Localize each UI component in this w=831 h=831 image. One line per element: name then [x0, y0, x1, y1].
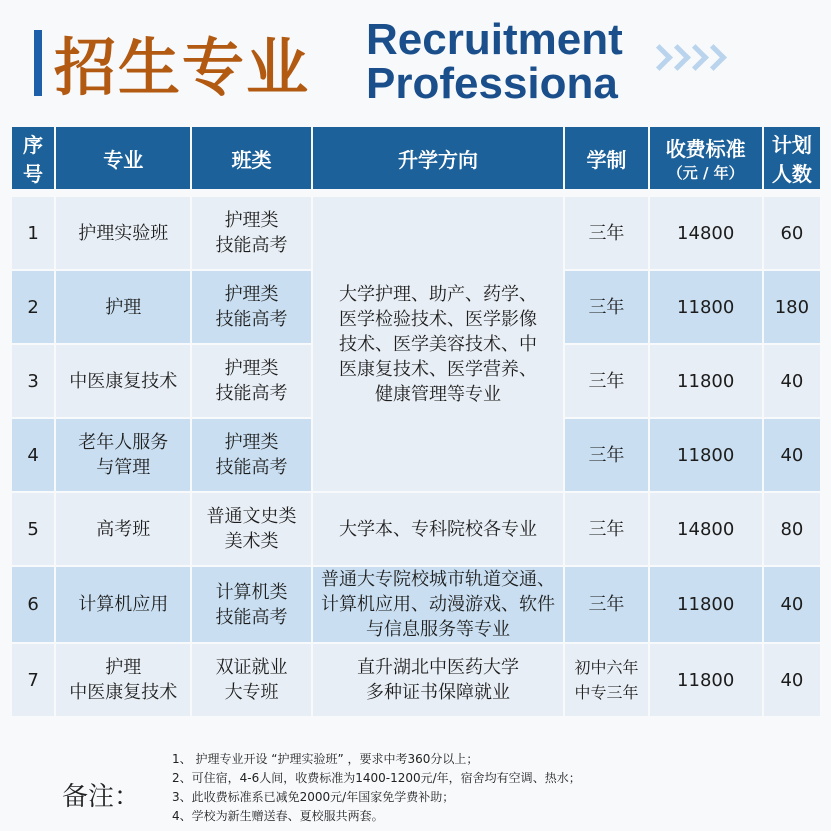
cell-line: 技能高考: [215, 606, 288, 628]
cell-direction: [313, 197, 564, 491]
cell-line: 中专三年: [574, 683, 639, 702]
cell-line: 双证就业: [215, 657, 288, 678]
notes-label: 备注：: [62, 782, 141, 812]
table-row: [12, 197, 820, 269]
cell-major: [56, 567, 190, 642]
cell-duration: [565, 493, 647, 565]
cell-line: 多种证书保障就业: [366, 682, 511, 703]
direction-text: 大学护理、助产、药学、医学检验技术、医学影像技术、医学美容技术、中医康复技术、医学营养、健康管理等专业: [339, 283, 538, 405]
cell-duration: [565, 644, 647, 716]
cell-quota: 180: [764, 271, 820, 343]
cell-duration: [565, 197, 647, 269]
table-header-row: [12, 127, 820, 189]
header-quota: 计划 人数: [764, 127, 820, 189]
cell-line: 护理类: [224, 210, 279, 231]
notes-section: [0, 740, 831, 831]
cell-line: 老年人服务: [78, 432, 169, 453]
cell-no: 2: [12, 271, 54, 343]
cell-no: 6: [12, 567, 54, 642]
cell-quota: 40: [764, 345, 820, 417]
cell-no: 3: [12, 345, 54, 417]
cell-class-type: [192, 419, 310, 491]
header-class-type: 班类: [192, 127, 310, 189]
cell-line: 三年: [588, 444, 625, 466]
page-title-en: [366, 15, 623, 108]
cell-line: 大专班: [224, 682, 279, 703]
note-item: 4、学校为新生赠送春、夏校服共两套。: [172, 809, 384, 823]
cell-quota: 40: [764, 567, 820, 642]
table-row: [12, 493, 820, 565]
cell-class-type: [192, 271, 310, 343]
table-row: [12, 644, 820, 716]
cell-fee: 11800: [650, 271, 762, 343]
cell-line: 三年: [588, 222, 625, 244]
cell-major: [56, 419, 190, 491]
cell-line: 护理: [105, 657, 142, 678]
note-item: 3、此收费标准系已减免2000元/年国家免学费补助；: [172, 790, 455, 804]
cell-class-type: [192, 644, 310, 716]
chevron-right-icon: [650, 48, 722, 71]
header-duration: 学制: [565, 127, 647, 189]
cell-duration: [565, 345, 647, 417]
cell-duration: [565, 271, 647, 343]
cell-class-type: [192, 197, 310, 269]
direction-text: 普通大专院校城市轨道交通、计算机应用、动漫游戏、软件与信息服务等专业: [321, 569, 556, 640]
table-row: [12, 567, 820, 642]
cell-quota: 80: [764, 493, 820, 565]
cell-class-type: [192, 567, 310, 642]
cell-line: 高考班: [96, 518, 151, 540]
header-fee: 收费标准 （元 / 年）: [650, 127, 762, 189]
cell-no: 4: [12, 419, 54, 491]
cell-fee: 14800: [650, 197, 762, 269]
cell-line: 技能高考: [215, 309, 288, 330]
cell-major: [56, 271, 190, 343]
cell-line: 技能高考: [215, 457, 288, 478]
cell-class-type: [192, 345, 310, 417]
enrollment-table: [10, 125, 822, 718]
header-no: 序 号: [12, 127, 54, 189]
cell-line: 三年: [588, 370, 625, 392]
cell-line: 三年: [588, 296, 625, 318]
notes-list: [172, 750, 581, 826]
cell-line: 护理: [105, 296, 142, 318]
cell-line: 护理类: [224, 358, 279, 379]
cell-major: [56, 197, 190, 269]
cell-duration: [565, 567, 647, 642]
cell-line: 技能高考: [215, 383, 288, 404]
cell-line: 与管理: [96, 457, 151, 478]
page-title-cn: 招生专业: [54, 31, 311, 104]
title-en-line2: Professiona: [366, 59, 618, 108]
cell-line: 护理类: [224, 432, 279, 453]
title-en-line1: Recruitment: [366, 15, 623, 64]
cell-line: 美术类: [224, 531, 279, 552]
cell-fee: 11800: [650, 567, 762, 642]
header-major: 专业: [56, 127, 190, 189]
note-item: 2、可住宿，4-6人间，收费标准为1400-1200元/年，宿舍均有空调、热水；: [172, 771, 581, 785]
cell-line: 技能高考: [215, 235, 288, 256]
cell-fee: 11800: [650, 419, 762, 491]
cell-quota: 40: [764, 419, 820, 491]
cell-major: [56, 345, 190, 417]
cell-line: 普通文史类: [206, 506, 297, 527]
cell-duration: [565, 419, 647, 491]
cell-quota: 40: [764, 644, 820, 716]
cell-quota: 60: [764, 197, 820, 269]
cell-major: [56, 644, 190, 716]
header-direction: 升学方向: [313, 127, 564, 189]
cell-line: 直升湖北中医药大学: [357, 657, 520, 678]
cell-direction: 大学本、专科院校各专业: [313, 493, 564, 565]
title-accent-bar: [34, 30, 42, 96]
cell-line: 三年: [588, 594, 625, 615]
cell-line: 计算机应用: [78, 594, 169, 615]
cell-line: 初中六年: [574, 658, 639, 677]
cell-line: 护理实验班: [78, 222, 169, 244]
cell-line: 护理类: [224, 284, 279, 305]
cell-line: 三年: [588, 518, 625, 540]
cell-line: 计算机类: [215, 581, 288, 603]
cell-fee: 14800: [650, 493, 762, 565]
cell-no: 1: [12, 197, 54, 269]
cell-line: 中医康复技术: [69, 682, 178, 703]
cell-no: 5: [12, 493, 54, 565]
cell-major: [56, 493, 190, 565]
cell-direction: [313, 644, 564, 716]
cell-no: 7: [12, 644, 54, 716]
note-item: 1、 护理专业开设 “护理实验班” ，要求中考360分以上；: [172, 752, 479, 766]
cell-fee: 11800: [650, 644, 762, 716]
cell-direction: [313, 567, 564, 642]
cell-class-type: [192, 493, 310, 565]
cell-fee: 11800: [650, 345, 762, 417]
cell-line: 中医康复技术: [69, 370, 178, 392]
